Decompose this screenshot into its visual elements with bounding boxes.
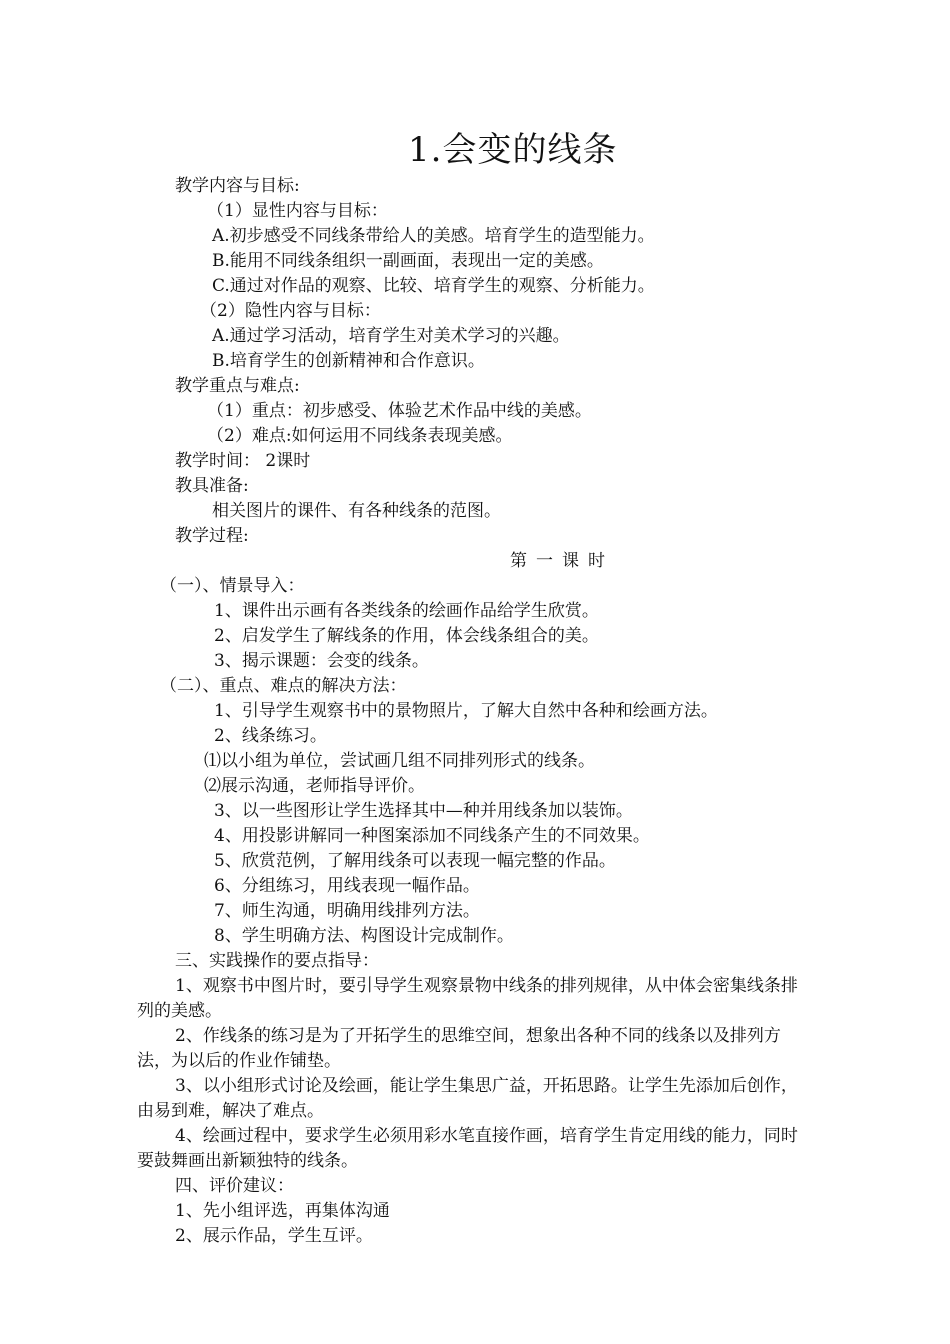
- section-2-item-6: 6、分组练习，用线表现一幅作品。: [214, 876, 480, 896]
- section-2-item-5: 5、欣赏范例，了解用线条可以表现一幅完整的作品。: [214, 851, 616, 871]
- section-1-heading: （一）、情景导入：: [160, 576, 305, 596]
- section-2-sub-2: ⑵展示沟通，老师指导评价。: [204, 776, 425, 796]
- section-1-item-2: 2、启发学生了解线条的作用，体会线条组合的美。: [214, 626, 599, 646]
- section-3-paragraph-4: 4、绘画过程中，要求学生必须用彩水笔直接作画，培育学生肯定用线的能力，同时要鼓舞画出新颖独特的线条。: [137, 1126, 798, 1171]
- explicit-goal-c: C.通过对作品的观察、比较、培育学生的观察、分析能力。: [212, 276, 655, 296]
- section-2-item-1: 1、引导学生观察书中的景物照片，了解大自然中各种和绘画方法。: [214, 701, 718, 721]
- section-2-item-7: 7、师生沟通，明确用线排列方法。: [214, 901, 480, 921]
- section-1-item-3: 3、揭示课题：会变的线条。: [214, 651, 429, 671]
- implicit-goal-b: B.培育学生的创新精神和合作意识。: [212, 351, 485, 371]
- page-title: 1.会变的线条: [408, 130, 618, 170]
- tools-content: 相关图片的课件、有各种线条的范图。: [212, 501, 501, 521]
- teaching-time: 教学时间： 2课时: [175, 451, 311, 471]
- implicit-goals-heading: （2）隐性内容与目标：: [200, 301, 381, 321]
- tools-heading: 教具准备:: [175, 476, 249, 496]
- implicit-goal-a: A.通过学习活动，培育学生对美术学习的兴趣。: [212, 326, 570, 346]
- section-1-item-1: 1、课件出示画有各类线条的绘画作品给学生欣赏。: [214, 601, 599, 621]
- section-2-item-4: 4、用投影讲解同一种图案添加不同线条产生的不同效果。: [214, 826, 650, 846]
- section-2-item-8: 8、学生明确方法、构图设计完成制作。: [214, 926, 514, 946]
- key-points-heading: 教学重点与难点:: [175, 376, 300, 396]
- section-4-heading: 四、评价建议：: [175, 1176, 294, 1196]
- goals-heading: 教学内容与目标:: [175, 176, 300, 196]
- process-heading: 教学过程:: [175, 526, 249, 546]
- section-3-paragraph-1: 1、观察书中图片时，要引导学生观察景物中线条的排列规律，从中体会密集线条排列的美感。: [137, 976, 798, 1021]
- section-3-paragraph-3: 3、以小组形式讨论及绘画，能让学生集思广益，开拓思路。让学生先添加后创作，由易到难，解决了难点。: [137, 1076, 798, 1121]
- section-3-heading: 三、实践操作的要点指导：: [175, 951, 379, 971]
- section-4-item-2: 2、展示作品，学生互评。: [175, 1226, 373, 1246]
- explicit-goal-a: A.初步感受不同线条带给人的美感。培育学生的造型能力。: [212, 226, 655, 246]
- section-2-sub-1: ⑴以小组为单位，尝试画几组不同排列形式的线条。: [204, 751, 595, 771]
- difficulty-point: （2）难点:如何运用不同线条表现美感。: [207, 426, 513, 446]
- section-3-paragraph-2: 2、作线条的练习是为了开拓学生的思维空间，想象出各种不同的线条以及排列方法，为以后的作业作铺垫。: [137, 1026, 781, 1071]
- section-4-item-1: 1、先小组评选，再集体沟通: [175, 1201, 390, 1221]
- explicit-goals-heading: （1）显性内容与目标：: [207, 201, 388, 221]
- section-2-item-3: 3、以一些图形让学生选择其中—种并用线条加以装饰。: [214, 801, 633, 821]
- lesson-one-heading: 第一课时: [510, 551, 614, 571]
- explicit-goal-b: B.能用不同线条组织一副画面，表现出一定的美感。: [212, 251, 604, 271]
- section-2-item-2: 2、线条练习。: [214, 726, 327, 746]
- key-point: （1）重点：初步感受、体验艺术作品中线的美感。: [207, 401, 592, 421]
- section-2-heading: （二）、重点、难点的解决方法：: [160, 676, 407, 696]
